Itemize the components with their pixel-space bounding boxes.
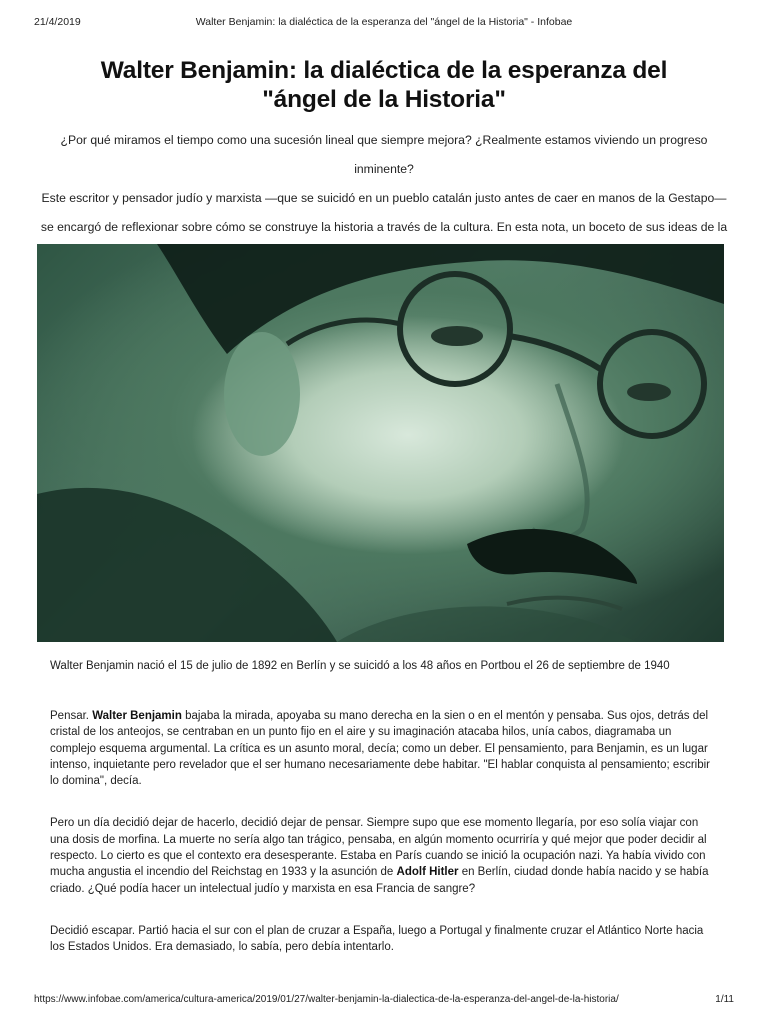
lead-summary: Este escritor y pensador judío y marxista —que se suicidó en un pueblo catalán justo antes de caer en manos de la Gestapo— se encargó de reflexionar sobre cómo se construye la historia a través de la cultura. En esta nota, un boceto de sus ideas de la [40,191,728,234]
share-icon [45,602,724,642]
highlighted-name: Walter Benjamin [92,710,182,722]
body-paragraph-3: Decidió escapar. Partió hacia el sur con el plan de cruzar a España, luego a Portugal y finalmente cruzar el Atlántico Norte hacia los Estados Unidos. Era demasiado, lo sabía, pero debía intentarlo. [50,924,704,954]
print-header [34,16,734,30]
print-url: https://www.infobae.com/america/cultura-america/2019/01/27/walter-benjamin-la-dialectica-de-la-esperanza-del-angel-de-la-historia/ [34,994,619,1005]
image-caption: Walter Benjamin nació el 15 de julio de 1892 en Berlín y se suicidó a los 48 años en Portbou el 26 de septiembre de 1940 [50,660,670,672]
paragraph-text: en Berlín, ciudad donde había nacido y se había criado. ¿Qué podía hacer un intelectual judío y marxista en esa Francia de sangre? [50,866,709,895]
print-date: 21/4/2019 [34,16,81,28]
page-number: 1/11 [715,994,734,1005]
print-footer [34,994,734,1008]
print-page-title: Walter Benjamin: la dialéctica de la esperanza del "ángel de la Historia" - Infobae [195,16,573,28]
body-paragraph-1 [50,708,718,789]
portrait-illustration [37,244,724,642]
lead-question: ¿Por qué miramos el tiempo como una sucesión lineal que siempre mejora? ¿Realmente estamos viviendo un progreso inminente? [60,133,708,176]
article-photo [37,244,724,642]
headline-line-2: "ángel de la Historia" [262,86,506,113]
paragraph-text: Pensar. [50,710,93,722]
article-body [50,708,718,982]
body-paragraph-2 [50,815,718,896]
share-button[interactable] [45,602,73,630]
paragraph-text: Pero un día decidió dejar de hacerlo, decidió dejar de pensar. Siempre supo que ese momento llegaría, por eso solía viajar con una dosis de morfina. La muerte no sería algo tan trágico, pensaba, en algún momento ocurriría y qué mejor que poder decidir al respecto. Lo cierto es que el contexto era desesperante. Estaba en París cuando se inició la ocupación nazi. Ya había vivido con mucha angustia el incendio del Reichstag en 1933 y la asunción de [50,817,707,879]
paragraph-text: bajaba la mirada, apoyaba su mano derecha en la sien o en el mentón y pensaba. Sus ojos, detrás del cristal de los anteojos, se centraban en un punto fijo en el aire y su imaginación atacaba hilos, unía cabos, diagramaba un complejo esquema argumental. La crítica es un asunto moral, decía; como un deber. El pensamiento, para Benjamin, es un lugar intenso, inquietante pero revelador que el ser humano necesariamente debe habitar. "El hablar conquista al pensamiento; escribir lo domina", decía. [50,710,710,788]
headline-line-1: Walter Benjamin: la dialéctica de la esperanza del [100,57,668,84]
article-headline [60,56,708,114]
highlighted-name: Adolf Hitler [396,866,459,879]
